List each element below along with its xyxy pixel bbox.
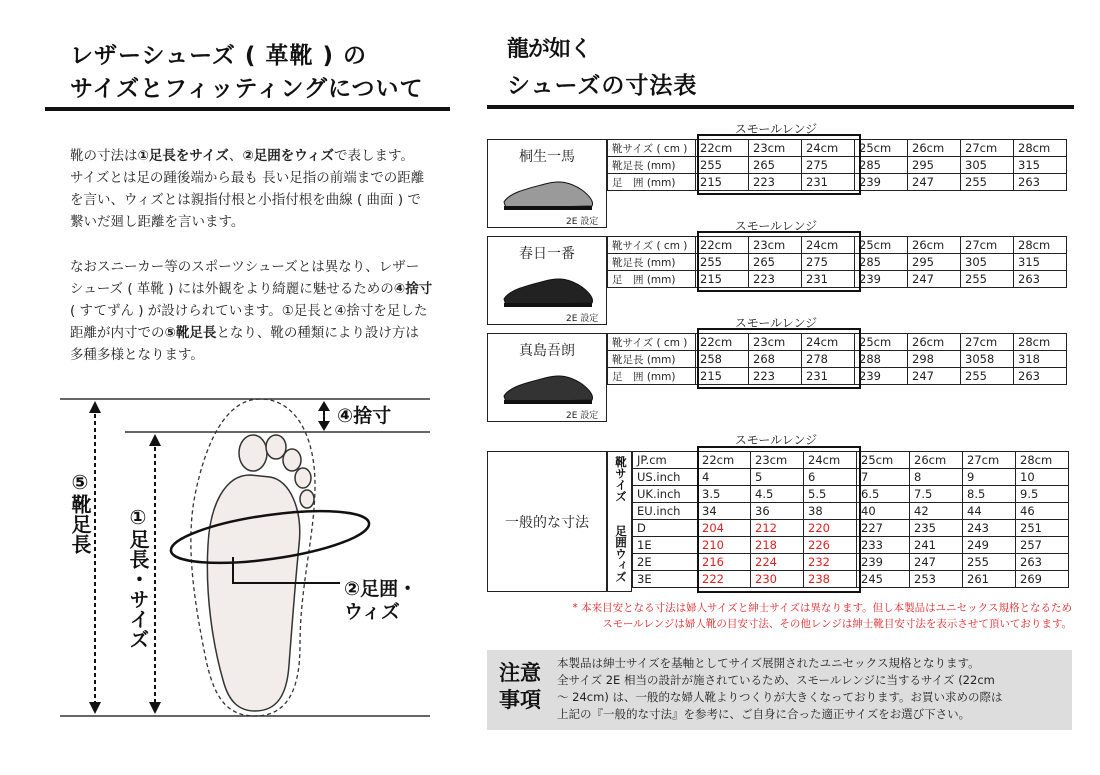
size-cell: 288 bbox=[855, 351, 908, 368]
general-title: 一般的な寸法 bbox=[505, 515, 589, 531]
size-cell: 28cm bbox=[1014, 237, 1067, 254]
table-row bbox=[608, 157, 1067, 174]
setting-2e: 2E 設定 bbox=[566, 314, 599, 324]
para1-bold-wiz: ②足囲をウィズ bbox=[242, 148, 334, 164]
size-cell: 261 bbox=[963, 571, 1016, 588]
shoe-body bbox=[504, 376, 593, 402]
size-cell: 27cm bbox=[961, 140, 1014, 157]
size-cell: 231 bbox=[802, 174, 855, 191]
size-cell: 44 bbox=[963, 503, 1016, 520]
character-name: 春日一番 bbox=[519, 246, 575, 262]
size-cell: 318 bbox=[1014, 351, 1067, 368]
caution-line: 全サイズ 2E 相当の設計が施されているため、スモールレンジに当するサイズ (22cm bbox=[557, 673, 995, 687]
size-cell: 28cm bbox=[1016, 452, 1069, 469]
group-wiz-label: 足囲ウィズ bbox=[614, 525, 628, 583]
left-paragraph-1 bbox=[70, 145, 470, 233]
label-socho-size: ①足長・サイズ bbox=[126, 505, 150, 649]
small-range-label: スモールレンジ bbox=[734, 219, 818, 233]
right-title: シューズの寸法表 bbox=[507, 73, 698, 99]
logo: 龍が如く bbox=[507, 36, 592, 62]
size-cell: 238 bbox=[804, 571, 857, 588]
size-cell: 34 bbox=[698, 503, 751, 520]
size-cell: 263 bbox=[1014, 174, 1067, 191]
size-cell: 275 bbox=[802, 254, 855, 271]
shoe-sole bbox=[504, 303, 592, 307]
group-size-label: 靴サイズ bbox=[614, 456, 628, 502]
size-cell: 24cm bbox=[804, 452, 857, 469]
size-cell: 23cm bbox=[749, 334, 802, 351]
size-cell: 249 bbox=[963, 537, 1016, 554]
size-cell: 7 bbox=[857, 469, 910, 486]
para2-bold-sutesun: ④捨寸 bbox=[393, 281, 433, 297]
caution-line: 上記の『一般的な寸法』を参考に、ご自身に合った適正サイズをお選び下さい。 bbox=[557, 707, 971, 721]
size-cell: 223 bbox=[749, 174, 802, 191]
small-range-label: スモールレンジ bbox=[734, 316, 818, 330]
arrow-head-down bbox=[318, 421, 330, 431]
para2-bold-kutsu: ⑤靴足長 bbox=[164, 325, 217, 341]
size-cell: 285 bbox=[855, 254, 908, 271]
row-label: 2E bbox=[633, 554, 698, 571]
para1-text: 靴の寸法は bbox=[70, 148, 138, 164]
para2-line: なおスニーカー等のスポーツシューズとは異なり、レザー bbox=[70, 259, 420, 275]
size-cell: 10 bbox=[1016, 469, 1069, 486]
size-cell: 212 bbox=[751, 520, 804, 537]
character-box bbox=[487, 333, 607, 422]
size-cell: 9 bbox=[963, 469, 1016, 486]
shoe-image bbox=[500, 366, 596, 408]
size-cell: 239 bbox=[855, 271, 908, 288]
size-cell: 275 bbox=[802, 157, 855, 174]
table-row bbox=[608, 254, 1067, 271]
arrow-head-up bbox=[89, 401, 101, 413]
table-row bbox=[608, 174, 1067, 191]
setting-2e: 2E 設定 bbox=[566, 217, 599, 227]
setting-2e: 2E 設定 bbox=[566, 411, 599, 421]
size-cell: 25cm bbox=[857, 452, 910, 469]
red-note bbox=[487, 600, 1072, 632]
table-row bbox=[633, 554, 1069, 571]
size-cell: 24cm bbox=[802, 334, 855, 351]
label-sokui-wiz bbox=[344, 578, 417, 624]
size-cell: 245 bbox=[857, 571, 910, 588]
size-cell: 239 bbox=[855, 174, 908, 191]
size-cell: 298 bbox=[908, 351, 961, 368]
table-row bbox=[633, 537, 1069, 554]
label-kutsu-socho: ⑤靴足長 bbox=[68, 470, 92, 554]
size-cell: 28cm bbox=[1014, 334, 1067, 351]
row-label: 足 囲 (mm) bbox=[608, 271, 696, 288]
row-label: US.inch bbox=[633, 469, 698, 486]
size-cell: 25cm bbox=[855, 140, 908, 157]
size-cell: 5 bbox=[751, 469, 804, 486]
general-title-box bbox=[487, 451, 607, 592]
size-cell: 4 bbox=[698, 469, 751, 486]
table-row bbox=[608, 271, 1067, 288]
size-cell: 4.5 bbox=[751, 486, 804, 503]
size-cell: 26cm bbox=[908, 334, 961, 351]
size-cell: 257 bbox=[1016, 537, 1069, 554]
size-cell: 305 bbox=[961, 254, 1014, 271]
size-cell: 218 bbox=[751, 537, 804, 554]
size-cell: 243 bbox=[963, 520, 1016, 537]
para2-text: となり、靴の種類により設け方は bbox=[216, 325, 419, 341]
para1-text: 、 bbox=[228, 148, 243, 164]
size-cell: 215 bbox=[696, 271, 749, 288]
table-row bbox=[608, 351, 1067, 368]
row-label: EU.inch bbox=[633, 503, 698, 520]
size-cell: 233 bbox=[857, 537, 910, 554]
size-cell: 223 bbox=[749, 368, 802, 385]
size-cell: 278 bbox=[802, 351, 855, 368]
table-row bbox=[608, 368, 1067, 385]
size-cell: 235 bbox=[910, 520, 963, 537]
row-label: 靴サイズ ( cm ) bbox=[608, 140, 696, 157]
toe-little bbox=[300, 490, 314, 508]
size-cell: 227 bbox=[857, 520, 910, 537]
arrow-head-down bbox=[89, 702, 101, 714]
character-box bbox=[487, 139, 607, 228]
arrow-head-up bbox=[149, 434, 161, 446]
size-cell: 22cm bbox=[696, 237, 749, 254]
table-row bbox=[633, 486, 1069, 503]
size-cell: 5.5 bbox=[804, 486, 857, 503]
size-cell: 239 bbox=[855, 368, 908, 385]
caution-box bbox=[487, 650, 1072, 730]
size-cell: 295 bbox=[908, 254, 961, 271]
para2-line: 多種多様となります。 bbox=[70, 347, 204, 363]
table-row bbox=[633, 469, 1069, 486]
size-cell: 25cm bbox=[855, 334, 908, 351]
size-cell: 315 bbox=[1014, 254, 1067, 271]
size-cell: 204 bbox=[698, 520, 751, 537]
row-label: JP.cm bbox=[633, 452, 698, 469]
size-cell: 247 bbox=[910, 554, 963, 571]
caution-line: ～ 24cm) は、一般的な婦人靴よりつくりが大きくなっております。お買い求めの際は bbox=[557, 690, 1003, 704]
row-label: 1E bbox=[633, 537, 698, 554]
size-cell: 269 bbox=[1016, 571, 1069, 588]
label-sutesun: ④捨寸 bbox=[337, 405, 392, 427]
size-cell: 24cm bbox=[802, 237, 855, 254]
para2-text: 距離が内寸での bbox=[70, 325, 165, 341]
size-cell: 263 bbox=[1016, 554, 1069, 571]
left-title bbox=[70, 40, 424, 106]
row-label: 靴サイズ ( cm ) bbox=[608, 334, 696, 351]
size-cell: 232 bbox=[804, 554, 857, 571]
table-row bbox=[633, 452, 1069, 469]
size-cell: 210 bbox=[698, 537, 751, 554]
size-cell: 230 bbox=[751, 571, 804, 588]
red-note-line1: * 本来目安となる寸法は婦人サイズと紳士サイズは異なります。但し本製品はユニセックス規格となるため bbox=[572, 602, 1072, 614]
size-cell: 36 bbox=[751, 503, 804, 520]
left-paragraph-2 bbox=[70, 256, 470, 366]
row-label: 靴サイズ ( cm ) bbox=[608, 237, 696, 254]
size-cell: 26cm bbox=[908, 140, 961, 157]
para1-line: サイズとは足の踵後端から最も 長い足指の前端までの距離 bbox=[70, 170, 425, 186]
table-row bbox=[633, 503, 1069, 520]
size-cell: 239 bbox=[857, 554, 910, 571]
shoe-body bbox=[504, 182, 593, 208]
size-cell: 38 bbox=[804, 503, 857, 520]
small-range-label: スモールレンジ bbox=[734, 122, 818, 136]
shoe-sole bbox=[504, 400, 592, 404]
foot-diagram bbox=[45, 385, 455, 735]
size-cell: 27cm bbox=[961, 237, 1014, 254]
size-cell: 216 bbox=[698, 554, 751, 571]
size-cell: 23cm bbox=[749, 140, 802, 157]
foot-shape bbox=[207, 475, 299, 711]
character-name: 桐生一馬 bbox=[519, 149, 575, 165]
size-cell: 263 bbox=[1014, 368, 1067, 385]
character-size-table bbox=[607, 236, 1067, 288]
size-cell: 285 bbox=[855, 157, 908, 174]
para1-text: で表します。 bbox=[333, 148, 414, 164]
size-cell: 46 bbox=[1016, 503, 1069, 520]
size-cell: 27cm bbox=[961, 334, 1014, 351]
shoe-sole bbox=[504, 206, 592, 210]
para2-line: ( すてずん ) が設けられています。①足長と④捨寸を足した bbox=[70, 303, 428, 319]
size-cell: 226 bbox=[804, 537, 857, 554]
size-cell: 255 bbox=[961, 271, 1014, 288]
size-cell: 223 bbox=[749, 271, 802, 288]
row-label: 靴足長 (mm) bbox=[608, 157, 696, 174]
size-cell: 40 bbox=[857, 503, 910, 520]
label-sokui-line1: ②足囲・ bbox=[344, 578, 418, 600]
size-cell: 255 bbox=[696, 254, 749, 271]
size-cell: 24cm bbox=[802, 140, 855, 157]
size-cell: 247 bbox=[908, 368, 961, 385]
size-cell: 3.5 bbox=[698, 486, 751, 503]
para1-line: 繋いだ廻し距離を言います。 bbox=[70, 214, 245, 230]
caution-line: 本製品は紳士サイズを基軸としてサイズ展開されたユニセックス規格となります。 bbox=[557, 656, 980, 670]
character-box bbox=[487, 236, 607, 325]
size-cell: 265 bbox=[749, 157, 802, 174]
size-cell: 247 bbox=[908, 271, 961, 288]
size-cell: 6 bbox=[804, 469, 857, 486]
shoe-image bbox=[500, 269, 596, 311]
row-label: 靴足長 (mm) bbox=[608, 351, 696, 368]
table-row bbox=[608, 237, 1067, 254]
size-cell: 247 bbox=[908, 174, 961, 191]
para1-bold-size: ①足長をサイズ bbox=[137, 148, 229, 164]
size-cell: 28cm bbox=[1014, 140, 1067, 157]
caution-title-line2: 事項 bbox=[499, 688, 541, 712]
size-cell: 220 bbox=[804, 520, 857, 537]
row-label: 3E bbox=[633, 571, 698, 588]
left-title-rule bbox=[45, 107, 450, 111]
size-cell: 23cm bbox=[751, 452, 804, 469]
size-cell: 22cm bbox=[698, 452, 751, 469]
size-cell: 263 bbox=[1014, 271, 1067, 288]
row-label: 靴足長 (mm) bbox=[608, 254, 696, 271]
size-cell: 23cm bbox=[749, 237, 802, 254]
size-cell: 8.5 bbox=[963, 486, 1016, 503]
size-cell: 265 bbox=[749, 254, 802, 271]
shoe-body bbox=[504, 279, 593, 305]
toe-big bbox=[239, 435, 267, 471]
caution-title-line1: 注意 bbox=[499, 661, 541, 685]
size-cell: 27cm bbox=[963, 452, 1016, 469]
para2-text: シューズ ( 革靴 ) には外観をより綺麗に魅せるための bbox=[70, 281, 394, 297]
size-cell: 22cm bbox=[696, 140, 749, 157]
right-title-rule bbox=[487, 105, 1074, 109]
size-cell: 42 bbox=[910, 503, 963, 520]
toe-third bbox=[283, 449, 301, 471]
red-note-line2: スモールレンジは婦人靴の目安寸法、その他レンジは紳士靴目安寸法を表示させて頂いております。 bbox=[602, 618, 1072, 630]
character-size-table bbox=[607, 333, 1067, 385]
size-cell: 255 bbox=[961, 368, 1014, 385]
size-cell: 9.5 bbox=[1016, 486, 1069, 503]
row-label: 足 囲 (mm) bbox=[608, 174, 696, 191]
character-name: 真島吾朗 bbox=[519, 343, 575, 359]
small-range-label: スモールレンジ bbox=[734, 433, 818, 447]
row-label: D bbox=[633, 520, 698, 537]
size-cell: 258 bbox=[696, 351, 749, 368]
size-cell: 22cm bbox=[696, 334, 749, 351]
size-cell: 241 bbox=[910, 537, 963, 554]
para1-line: を言い、ウィズとは親指付根と小指付根を曲線 ( 曲面 ) で bbox=[70, 192, 421, 208]
size-cell: 231 bbox=[802, 368, 855, 385]
size-cell: 255 bbox=[961, 174, 1014, 191]
size-cell: 253 bbox=[910, 571, 963, 588]
size-cell: 7.5 bbox=[910, 486, 963, 503]
shoe-image bbox=[500, 172, 596, 214]
size-cell: 305 bbox=[961, 157, 1014, 174]
general-size-table bbox=[632, 451, 1069, 588]
size-cell: 3058 bbox=[961, 351, 1014, 368]
caution-title bbox=[499, 660, 541, 714]
row-label: 足 囲 (mm) bbox=[608, 368, 696, 385]
size-cell: 231 bbox=[802, 271, 855, 288]
size-cell: 255 bbox=[696, 157, 749, 174]
size-cell: 215 bbox=[696, 174, 749, 191]
size-cell: 295 bbox=[908, 157, 961, 174]
size-cell: 315 bbox=[1014, 157, 1067, 174]
character-size-table bbox=[607, 139, 1067, 191]
left-title-line1: レザーシューズ ( 革靴 ) の bbox=[70, 43, 367, 69]
caution-text bbox=[557, 655, 1067, 723]
size-cell: 215 bbox=[696, 368, 749, 385]
table-row bbox=[633, 520, 1069, 537]
label-sokui-line2: ウィズ bbox=[344, 601, 400, 623]
size-cell: 224 bbox=[751, 554, 804, 571]
row-label: UK.inch bbox=[633, 486, 698, 503]
size-cell: 6.5 bbox=[857, 486, 910, 503]
arrow-head-up bbox=[318, 401, 330, 411]
toe-fourth bbox=[295, 468, 311, 488]
arrow-head-down bbox=[149, 702, 161, 714]
table-row bbox=[608, 140, 1067, 157]
table-row bbox=[633, 571, 1069, 588]
size-cell: 26cm bbox=[908, 237, 961, 254]
size-cell: 222 bbox=[698, 571, 751, 588]
general-group-col bbox=[607, 451, 632, 592]
size-cell: 251 bbox=[1016, 520, 1069, 537]
table-row bbox=[608, 334, 1067, 351]
size-cell: 255 bbox=[963, 554, 1016, 571]
size-cell: 25cm bbox=[855, 237, 908, 254]
size-cell: 8 bbox=[910, 469, 963, 486]
size-cell: 268 bbox=[749, 351, 802, 368]
left-title-line2: サイズとフィッティングについて bbox=[70, 76, 424, 102]
size-cell: 26cm bbox=[910, 452, 963, 469]
